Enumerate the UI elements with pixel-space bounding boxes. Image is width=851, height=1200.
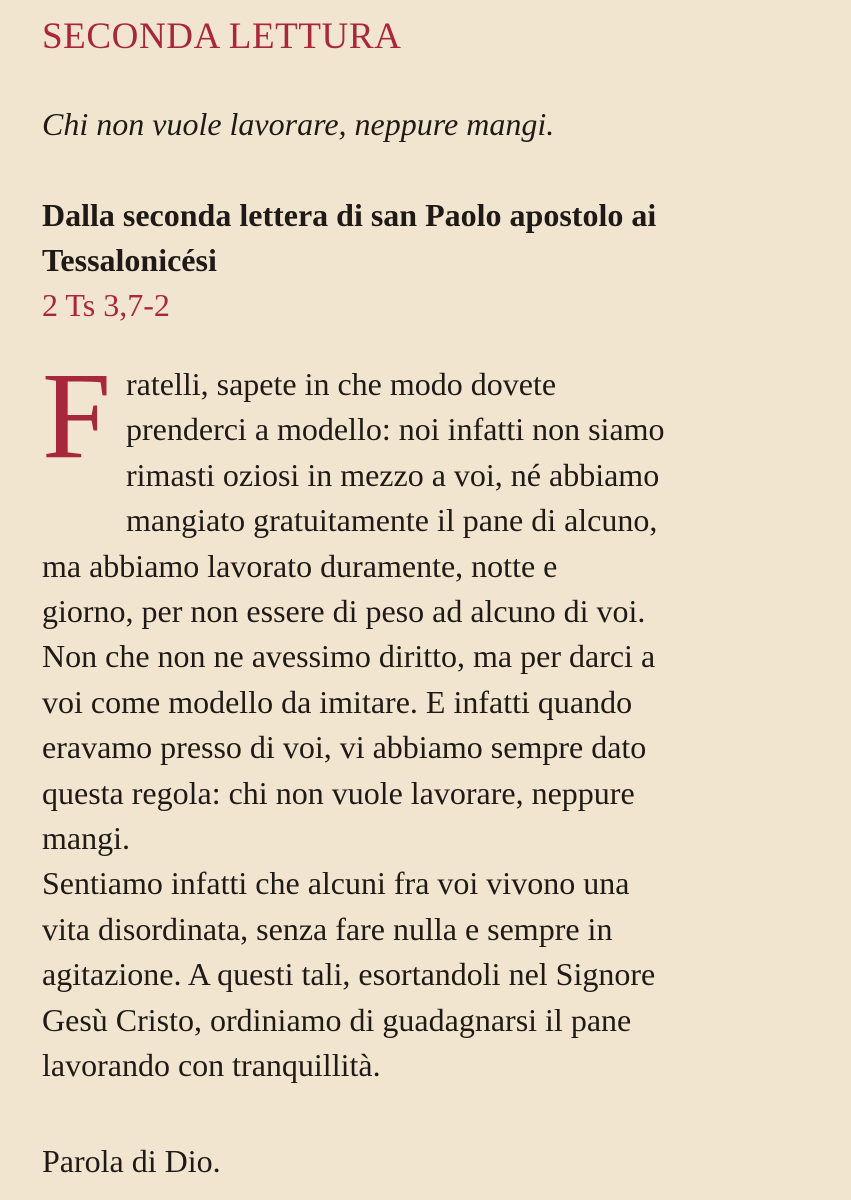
- body-line: eravamo presso di voi, vi abbiamo sempre dato: [42, 729, 647, 766]
- reading-motto: Chi non vuole lavorare, neppure mangi.: [42, 106, 555, 142]
- dropcap-letter: F: [42, 347, 111, 484]
- body-line: ratelli, sapete in che modo dovete: [126, 366, 557, 402]
- body-line: questa regola: chi non vuole lavorare, neppure: [42, 774, 635, 811]
- body-line: mangi.: [42, 820, 130, 857]
- reading-body: [42, 347, 832, 1089]
- body-line: ma abbiamo lavorato duramente, notte e: [42, 547, 558, 584]
- body-line: prenderci a modello: noi infatti non siamo: [126, 411, 665, 448]
- body-line: lavorando con tranquillità.: [42, 1047, 381, 1084]
- body-line: Non che non ne avessimo diritto, ma per darci a: [42, 638, 656, 675]
- body-line: rimasti oziosi in mezzo a voi, né abbiamo: [126, 456, 660, 493]
- body-line: vita disordinata, senza fare nulla e sempre in: [42, 910, 613, 947]
- body-line: voi come modello da imitare. E infatti quando: [42, 683, 633, 720]
- closing-acclamation: Parola di Dio.: [42, 1143, 221, 1179]
- scripture-reference: 2 Ts 3,7-2: [42, 287, 170, 323]
- body-line: agitazione. A questi tali, esortandoli nel Signore: [42, 956, 656, 993]
- body-line: giorno, per non essere di peso ad alcuno di voi.: [42, 593, 646, 630]
- dropcap-paragraph-start: [42, 347, 832, 544]
- body-line: mangiato gratuitamente il pane di alcuno,: [126, 502, 658, 539]
- source-block: [42, 193, 832, 328]
- section-title: SECONDA LETTURA: [42, 16, 402, 57]
- body-line: Sentiamo infatti che alcuni fra voi vivono una: [42, 865, 630, 902]
- source-title: Dalla seconda lettera di san Paolo apostolo ai Tessalonicési: [42, 197, 657, 278]
- body-line: Gesù Cristo, ordiniamo di guadagnarsi il pane: [42, 1001, 632, 1038]
